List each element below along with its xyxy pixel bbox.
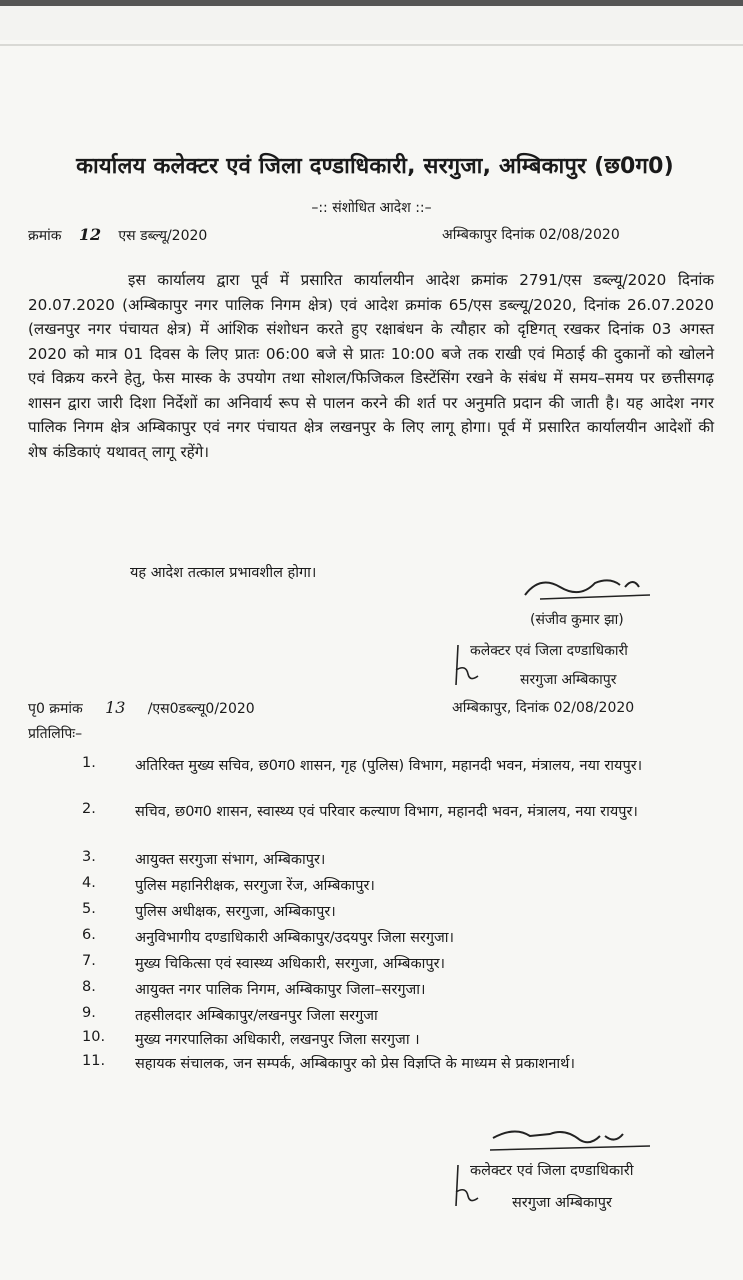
signatory-designation-2: कलेक्टर एवं जिला दण्डाधिकारी — [470, 1163, 634, 1179]
endorsement-number-suffix: /एस0डब्ल्यू0/2020 — [147, 701, 255, 717]
order-number-suffix: एस डब्ल्यू/2020 — [118, 228, 208, 244]
order-number — [28, 225, 207, 245]
initials-scribble-1 — [452, 640, 482, 690]
order-paragraph: इस कार्यालय द्वारा पूर्व में प्रसारित कार्यालयीन आदेश क्रमांक 2791/एस डब्ल्यू/2020 दिनांक 20.07.2020 (अम्बिकापुर नगर पालिक निगम क्षेत्र) एवं आदेश क्रमांक 65/एस डब्ल्यू/2020, दिनांक 26.07.2020 (लखनपुर नगर पंचायत क्षेत्र) में आंशिक संशोधन करते हुए रक्षाबंधन के त्यौहार को दृष्टिगत् रखकर दिनांक 03 अगस्त 2020 को मात्र 01 दिवस के लिए प्रातः 06:00 बजे से प्रातः 10:00 बजे तक राखी एवं मिठाई की दुकानों को खोलने एवं विक्रय करने हेतु, फेस मास्क के उपयोग तथा सोशल/फिजिकल डिस्टेंसिंग रखने के संबंध में समय–समय पर छत्तीसगढ़ शासन द्वारा जारी दिशा निर्देशों का अनिवार्य रूप से पालन करने की शर्त पर अनुमति प्रदान की जाती है। यह आदेश नगर पालिक निगम क्षेत्र अम्बिकापुर एवं नगर पंचायत क्षेत्र लखनपुर के लिए लागू होगा। पूर्व में प्रसारित कार्यालयीन आदेशों की शेष कंडिकाएं यथावत् लागू रहेंगे। — [28, 271, 714, 461]
endorsement-place-date: अम्बिकापुर, दिनांक 02/08/2020 — [452, 700, 635, 716]
signatory-place-2: सरगुजा अम्बिकापुर — [512, 1195, 612, 1211]
signatory-place: सरगुजा अम्बिकापुर — [520, 672, 617, 688]
signature-scribble-2 — [485, 1118, 660, 1158]
effective-statement: यह आदेश तत्काल प्रभावशील होगा। — [130, 565, 317, 581]
order-place-date: अम्बिकापुर दिनांक 02/08/2020 — [442, 227, 620, 243]
endorsement-number-handwritten: 13 — [105, 698, 126, 717]
initials-scribble-2 — [452, 1160, 482, 1212]
paper-fold — [0, 44, 743, 46]
order-number-label: क्रमांक — [28, 228, 62, 244]
order-number-handwritten: 12 — [78, 225, 102, 244]
signature-scribble-1 — [520, 565, 660, 605]
signatory-name: (संजीव कुमार झा) — [530, 612, 624, 628]
copy-to-label: प्रतिलिपिः– — [28, 726, 83, 742]
office-heading: कार्यालय कलेक्टर एवं जिला दण्डाधिकारी, सरगुजा, अम्बिकापुर (छ0ग0) — [76, 154, 674, 179]
signatory-designation: कलेक्टर एवं जिला दण्डाधिकारी — [470, 643, 628, 659]
endorsement-number-label: पृ0 क्रमांक — [28, 701, 83, 717]
endorsement-number — [28, 698, 255, 718]
top-edge — [0, 0, 743, 6]
order-title: –:: संशोधित आदेश ::– — [311, 200, 432, 216]
